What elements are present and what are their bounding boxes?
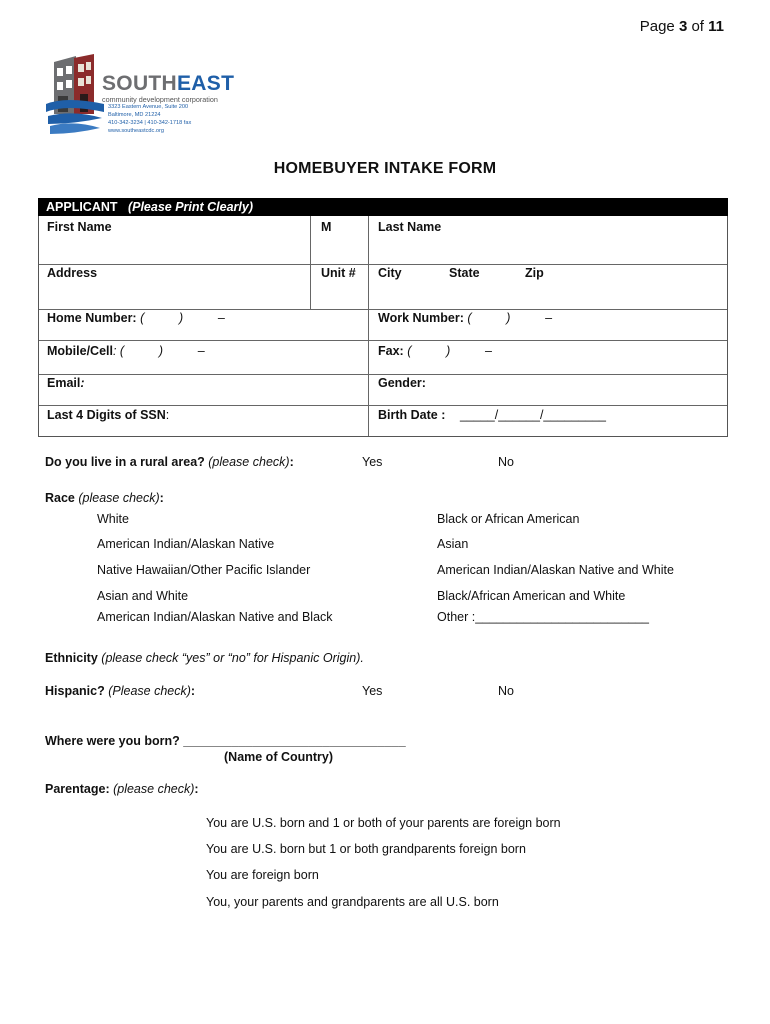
table-rule [39, 309, 727, 310]
org-website: www.southeastcdc.org [108, 128, 164, 134]
table-rule [39, 374, 727, 375]
race-option-black[interactable]: Black or African American [437, 512, 580, 526]
last-name-field[interactable]: Last Name [378, 220, 442, 234]
table-rule [39, 405, 727, 406]
parentage-option-2[interactable]: You are U.S. born but 1 or both grandparents foreign born [206, 842, 526, 856]
race-option-asian[interactable]: Asian [437, 537, 469, 551]
parentage-option-4[interactable]: You, your parents and grandparents are all U.S. born [206, 895, 499, 909]
first-name-field[interactable]: First Name [47, 220, 112, 234]
rowhouse-logo-icon [44, 52, 106, 138]
org-subtitle: community development corporation [102, 95, 218, 104]
race-label: Race (please check): [45, 491, 164, 505]
org-address-line: Baltimore, MD 21224 [108, 112, 161, 118]
unit-field[interactable]: Unit # [321, 266, 356, 280]
hispanic-no-option[interactable]: No [498, 684, 514, 698]
ssn-field[interactable]: Last 4 Digits of SSN: [47, 408, 170, 422]
race-option-pacific-islander[interactable]: Native Hawaiian/Other Pacific Islander [97, 563, 311, 577]
email-field[interactable]: Email: [47, 376, 85, 390]
org-address-line: 3323 Eastern Avenue, Suite 200 [108, 104, 189, 110]
birth-date-field[interactable]: Birth Date : _____/______/_________ [378, 408, 606, 422]
table-rule [39, 264, 727, 265]
home-number-field[interactable]: Home Number: ( ) – [47, 311, 225, 325]
race-option-american-indian-white[interactable]: American Indian/Alaskan Native and White [437, 563, 674, 577]
birth-country-caption: (Name of Country) [224, 750, 334, 764]
rural-yes-option[interactable]: Yes [362, 455, 383, 469]
race-option-black-white[interactable]: Black/African American and White [437, 589, 626, 603]
ethnicity-label: Ethnicity (please check “yes” or “no” for Hispanic Origin). [45, 651, 364, 665]
hispanic-yes-option[interactable]: Yes [362, 684, 383, 698]
fax-number-field[interactable]: Fax: ( ) – [378, 344, 492, 358]
middle-initial-field[interactable]: M [321, 220, 332, 234]
parentage-option-3[interactable]: You are foreign born [206, 868, 319, 882]
table-rule [39, 340, 727, 341]
zip-field[interactable]: Zip [525, 266, 544, 280]
race-option-other[interactable]: Other :_________________________ [437, 610, 650, 624]
rural-question: Do you live in a rural area? (please check): [45, 455, 294, 469]
race-option-american-indian-black[interactable]: American Indian/Alaskan Native and Black [97, 610, 333, 624]
table-rule [368, 216, 369, 436]
applicant-table [38, 216, 728, 437]
hispanic-question: Hispanic? (Please check): [45, 684, 196, 698]
race-option-american-indian[interactable]: American Indian/Alaskan Native [97, 537, 275, 551]
org-address-line: 410-342-3234 | 410-342-1718 fax [108, 120, 192, 126]
rural-no-option[interactable]: No [498, 455, 514, 469]
state-field[interactable]: State [449, 266, 480, 280]
table-rule [310, 216, 311, 309]
org-name: SOUTHEAST [102, 72, 235, 95]
form-title: HOMEBUYER INTAKE FORM [273, 160, 497, 177]
work-number-field[interactable]: Work Number: ( ) – [378, 311, 553, 325]
applicant-section-header: APPLICANT (Please Print Clearly) [38, 198, 728, 216]
race-option-white[interactable]: White [97, 512, 129, 526]
race-option-asian-white[interactable]: Asian and White [97, 589, 189, 603]
address-field[interactable]: Address [47, 266, 98, 280]
parentage-label: Parentage: (please check): [45, 782, 199, 796]
birth-country-field[interactable]: Where were you born? ________________________________ [45, 734, 406, 748]
parentage-option-1[interactable]: You are U.S. born and 1 or both of your parents are foreign born [206, 816, 561, 830]
city-field[interactable]: City [378, 266, 402, 280]
page-number: Page 3 of 11 [639, 18, 724, 35]
gender-field[interactable]: Gender: [378, 376, 426, 390]
mobile-number-field[interactable]: Mobile/Cell: ( ) – [47, 344, 205, 358]
